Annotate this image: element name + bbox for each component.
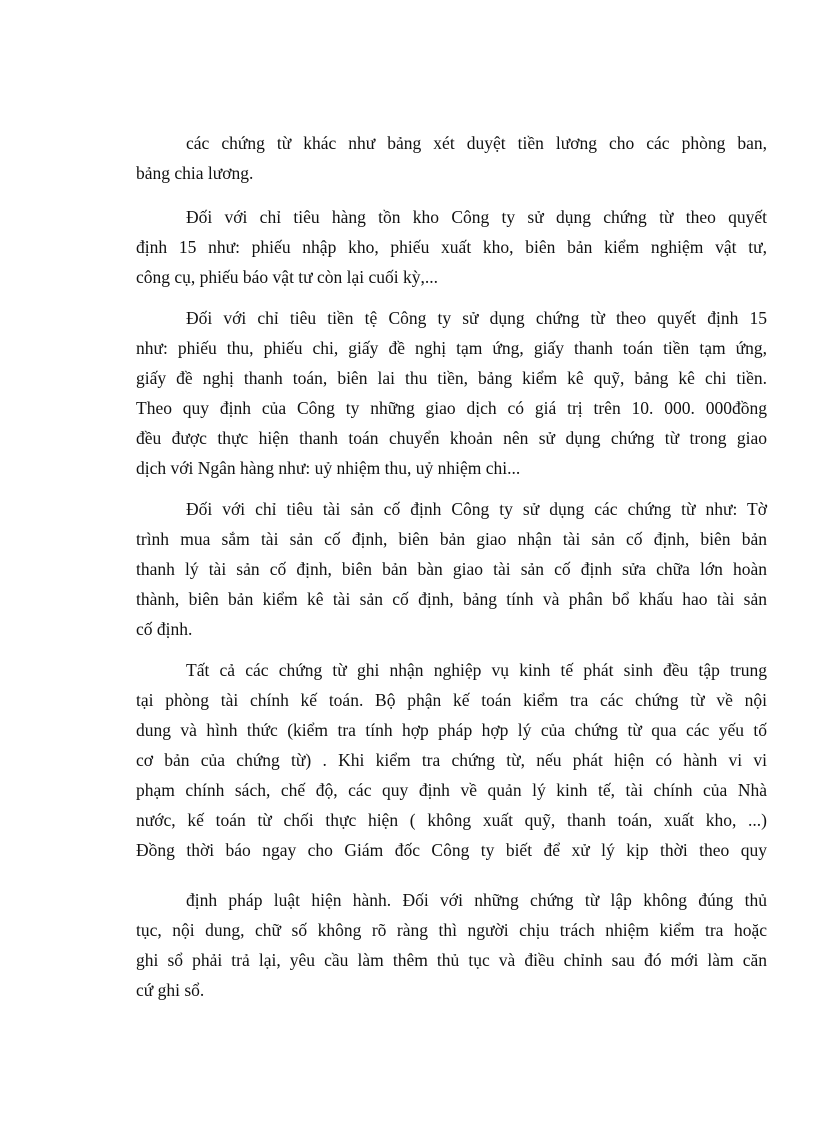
text-line: dung và hình thức (kiểm tra tính hợp pháp hợp lý của chứng từ qua các yếu tố (136, 720, 767, 740)
text-line: thành, biên bản kiểm kê tài sản cố định, bảng tính và phân bổ khấu hao tài sản (136, 589, 767, 609)
text-line: định pháp luật hiện hành. Đối với những chứng từ lập không đúng thủ (186, 890, 767, 910)
paragraph-document-correction (136, 885, 767, 1005)
text-line: Đối với chỉ tiêu tiền tệ Công ty sử dụng chứng từ theo quyết định 15 (186, 308, 767, 328)
text-line: phạm chính sách, chế độ, các quy định về quản lý kinh tế, tài chính của Nhà (136, 780, 767, 800)
text-line: giấy đề nghị thanh toán, biên lai thu tiền, bảng kiểm kê quỹ, bảng kê chi tiền. (136, 368, 767, 388)
text-line: cơ bản của chứng từ) . Khi kiểm tra chứng từ, nếu phát hiện có hành vi vi (136, 750, 767, 770)
text-line: cố định. (136, 619, 193, 639)
text-line: như: phiếu thu, phiếu chi, giấy đề nghị tạm ứng, giấy thanh toán tiền tạm ứng, (136, 338, 767, 358)
paragraph-document-verification (136, 655, 767, 865)
text-line: công cụ, phiếu báo vật tư còn lại cuối kỳ,... (136, 267, 439, 287)
text-line: Đối với chỉ tiêu hàng tồn kho Công ty sử dụng chứng từ theo quyết (186, 207, 767, 227)
text-line: bảng chia lương. (136, 163, 254, 183)
paragraph-fixed-asset-documents (136, 494, 767, 644)
text-line: Tất cả các chứng từ ghi nhận nghiệp vụ kinh tế phát sinh đều tập trung (186, 660, 767, 680)
paragraph-salary-documents (136, 128, 767, 188)
text-line: trình mua sắm tài sản cố định, biên bản giao nhận tài sản cố định, biên bản (136, 529, 767, 549)
text-line: cứ ghi sổ. (136, 980, 205, 1000)
text-line: Đồng thời báo ngay cho Giám đốc Công ty biết để xử lý kịp thời theo quy (136, 840, 767, 860)
text-line: dịch với Ngân hàng như: uỷ nhiệm thu, uỷ nhiệm chi... (136, 458, 521, 478)
text-line: các chứng từ khác như bảng xét duyệt tiền lương cho các phòng ban, (186, 133, 767, 153)
text-line: tục, nội dung, chữ số không rõ ràng thì người chịu trách nhiệm kiểm tra hoặc (136, 920, 767, 940)
text-line: định 15 như: phiếu nhập kho, phiếu xuất kho, biên bản kiểm nghiệm vật tư, (136, 237, 767, 257)
text-line: nước, kế toán từ chối thực hiện ( không xuất quỹ, thanh toán, xuất kho, ...) (136, 810, 767, 830)
paragraph-cash-documents (136, 303, 767, 483)
text-line: Đối với chỉ tiêu tài sản cố định Công ty sử dụng các chứng từ như: Tờ (186, 499, 767, 519)
text-line: tại phòng tài chính kế toán. Bộ phận kế toán kiểm tra các chứng từ về nội (136, 690, 767, 710)
text-line: Theo quy định của Công ty những giao dịch có giá trị trên 10. 000. 000đồng (136, 398, 767, 418)
text-line: đều được thực hiện thanh toán chuyển khoản nên sử dụng chứng từ trong giao (136, 428, 767, 448)
text-line: thanh lý tài sản cố định, biên bản bàn giao tài sản cố định sửa chữa lớn hoàn (136, 559, 767, 579)
text-line: ghi sổ phải trả lại, yêu cầu làm thêm thủ tục và điều chỉnh sau đó mới làm căn (136, 950, 767, 970)
paragraph-inventory-documents (136, 202, 767, 292)
